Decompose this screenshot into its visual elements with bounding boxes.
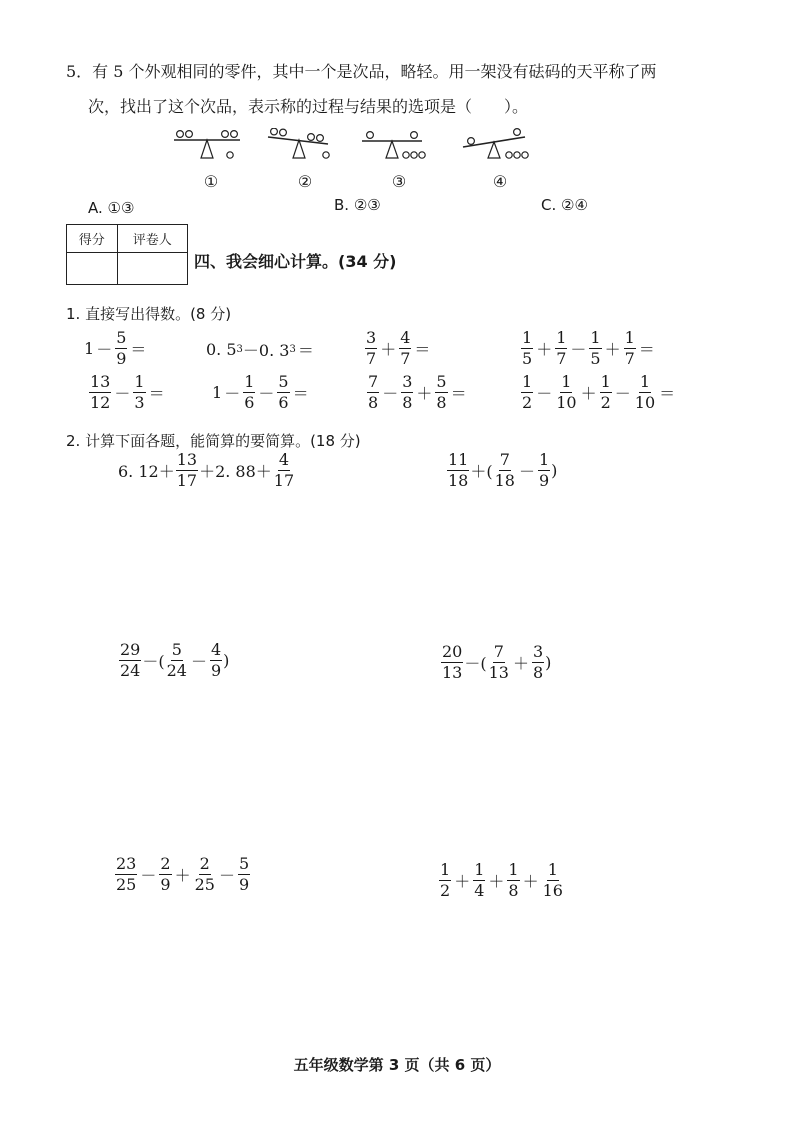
fraction: $\frac{13}{12}$ (90, 372, 111, 412)
balance-diagram-3 (356, 128, 442, 191)
balance-diagram-1 (168, 128, 254, 191)
fraction: $\frac{1}{10}$ (556, 372, 577, 412)
direct-expr-2: 0. 5 3 －0. 3 3 ＝ (206, 340, 314, 360)
fraction: $\frac{5}{9}$ (238, 854, 250, 894)
grader-cell[interactable] (117, 253, 187, 285)
balance-4-label: ④ (492, 172, 508, 191)
direct-expr-5: $\frac{13}{12}$ － $\frac{1}{3}$ ＝ (90, 372, 165, 412)
fraction: $\frac{4}{17}$ (273, 450, 295, 490)
part-2-title: 2. 计算下面各题，能简算的要简算。(18 分) (66, 432, 361, 450)
balance-4-icon (457, 128, 543, 172)
fraction: $\frac{20}{13}$ (442, 642, 463, 682)
balance-2-icon (262, 128, 348, 172)
fraction: $\frac{1}{6}$ (244, 372, 255, 412)
balance-3-icon (356, 128, 442, 172)
question-5-line-2: 次，找出了这个次品，表示称的过程与结果的选项是（ ）。 (88, 97, 529, 116)
fraction: $\frac{1}{7}$ (556, 328, 567, 368)
calc-expr-5: $\frac{23}{25}$ － $\frac{2}{9}$ ＋ $\frac{2}{25}$ － $\frac{5}{9}$ (116, 854, 250, 894)
fraction: $\frac{1}{2}$ (522, 372, 533, 412)
fraction: $\frac{5}{24}$ (166, 640, 187, 680)
fraction: $\frac{3}{8}$ (532, 642, 544, 682)
fraction: $\frac{1}{8}$ (508, 860, 519, 900)
fraction: $\frac{7}{18}$ (494, 450, 515, 490)
calc-expr-3: $\frac{29}{24}$ －( $\frac{5}{24}$ － $\frac{4}{9}$ ) (120, 640, 230, 680)
balance-3-label: ③ (391, 172, 407, 191)
option-b: B. ②③ (334, 196, 381, 214)
part-1-title: 1. 直接写出得数。(8 分) (66, 305, 232, 323)
fraction: $\frac{1}{9}$ (538, 450, 550, 490)
fraction: $\frac{29}{24}$ (120, 640, 141, 680)
option-c: C. ②④ (541, 196, 588, 214)
balance-diagram-2 (262, 128, 348, 191)
grader-header: 评卷人 (117, 225, 187, 253)
fraction: $\frac{5}{9}$ (116, 328, 127, 368)
balance-2-label: ② (297, 172, 313, 191)
section-4-title: 四、我会细心计算。(34 分) (194, 252, 397, 271)
fraction: $\frac{23}{25}$ (116, 854, 137, 894)
calc-expr-1: 6. 12＋ $\frac{13}{17}$ ＋2. 88＋ $\frac{4}{17}$ (118, 450, 295, 490)
direct-expr-4: $\frac{1}{5}$ ＋ $\frac{1}{7}$ － $\frac{1}{5}$ ＋ $\frac{1}{7}$ ＝ (522, 328, 655, 368)
calc-expr-2: $\frac{11}{18}$ ＋( $\frac{7}{18}$ － $\frac{1}{9}$ ) (448, 450, 558, 490)
page-footer: 五年级数学第 3 页（共 6 页） (293, 1056, 501, 1074)
fraction: $\frac{5}{6}$ (278, 372, 289, 412)
question-5-line-1: 5．有 5 个外观相同的零件，其中一个是次品，略轻。用一架没有砝码的天平称了两 (66, 62, 657, 81)
fraction: $\frac{2}{25}$ (194, 854, 215, 894)
score-table (66, 224, 188, 285)
option-a: A. ①③ (88, 199, 135, 217)
calc-expr-4: $\frac{20}{13}$ －( $\frac{7}{13}$ ＋ $\frac{3}{8}$ ) (442, 642, 552, 682)
fraction: $\frac{7}{8}$ (368, 372, 379, 412)
fraction: $\frac{2}{9}$ (160, 854, 171, 894)
balance-1-icon (168, 128, 254, 172)
fraction: $\frac{1}{7}$ (624, 328, 635, 368)
fraction: $\frac{1}{4}$ (474, 860, 485, 900)
fraction: $\frac{1}{2}$ (440, 860, 451, 900)
score-cell[interactable] (67, 253, 118, 285)
balance-diagram-4 (457, 128, 543, 191)
fraction: $\frac{1}{2}$ (600, 372, 611, 412)
fraction: $\frac{4}{9}$ (210, 640, 222, 680)
fraction: $\frac{1}{5}$ (522, 328, 533, 368)
calc-expr-6: $\frac{1}{2}$ ＋ $\frac{1}{4}$ ＋ $\frac{1}{8}$ ＋ $\frac{1}{16}$ (440, 860, 563, 900)
direct-expr-6: 1 － $\frac{1}{6}$ － $\frac{5}{6}$ ＝ (212, 372, 309, 412)
fraction: $\frac{1}{16}$ (542, 860, 563, 900)
fraction: $\frac{1}{3}$ (134, 372, 145, 412)
fraction: $\frac{3}{8}$ (402, 372, 413, 412)
direct-expr-3: $\frac{3}{7}$ ＋ $\frac{4}{7}$ ＝ (366, 328, 431, 368)
direct-expr-7: $\frac{7}{8}$ － $\frac{3}{8}$ ＋ $\frac{5}{8}$ ＝ (368, 372, 467, 412)
score-header: 得分 (67, 225, 118, 253)
fraction: $\frac{4}{7}$ (400, 328, 411, 368)
fraction: $\frac{11}{18}$ (448, 450, 469, 490)
balance-1-label: ① (203, 172, 219, 191)
fraction: $\frac{1}{10}$ (634, 372, 656, 412)
fraction: $\frac{13}{17}$ (176, 450, 198, 490)
fraction: $\frac{5}{8}$ (436, 372, 447, 412)
fraction: $\frac{7}{13}$ (488, 642, 509, 682)
fraction: $\frac{1}{5}$ (590, 328, 601, 368)
direct-expr-1: 1 － $\frac{5}{9}$ ＝ (84, 328, 147, 368)
fraction: $\frac{3}{7}$ (366, 328, 377, 368)
direct-expr-8: $\frac{1}{2}$ － $\frac{1}{10}$ ＋ $\frac{1}{2}$ － $\frac{1}{10}$ ＝ (522, 372, 676, 412)
